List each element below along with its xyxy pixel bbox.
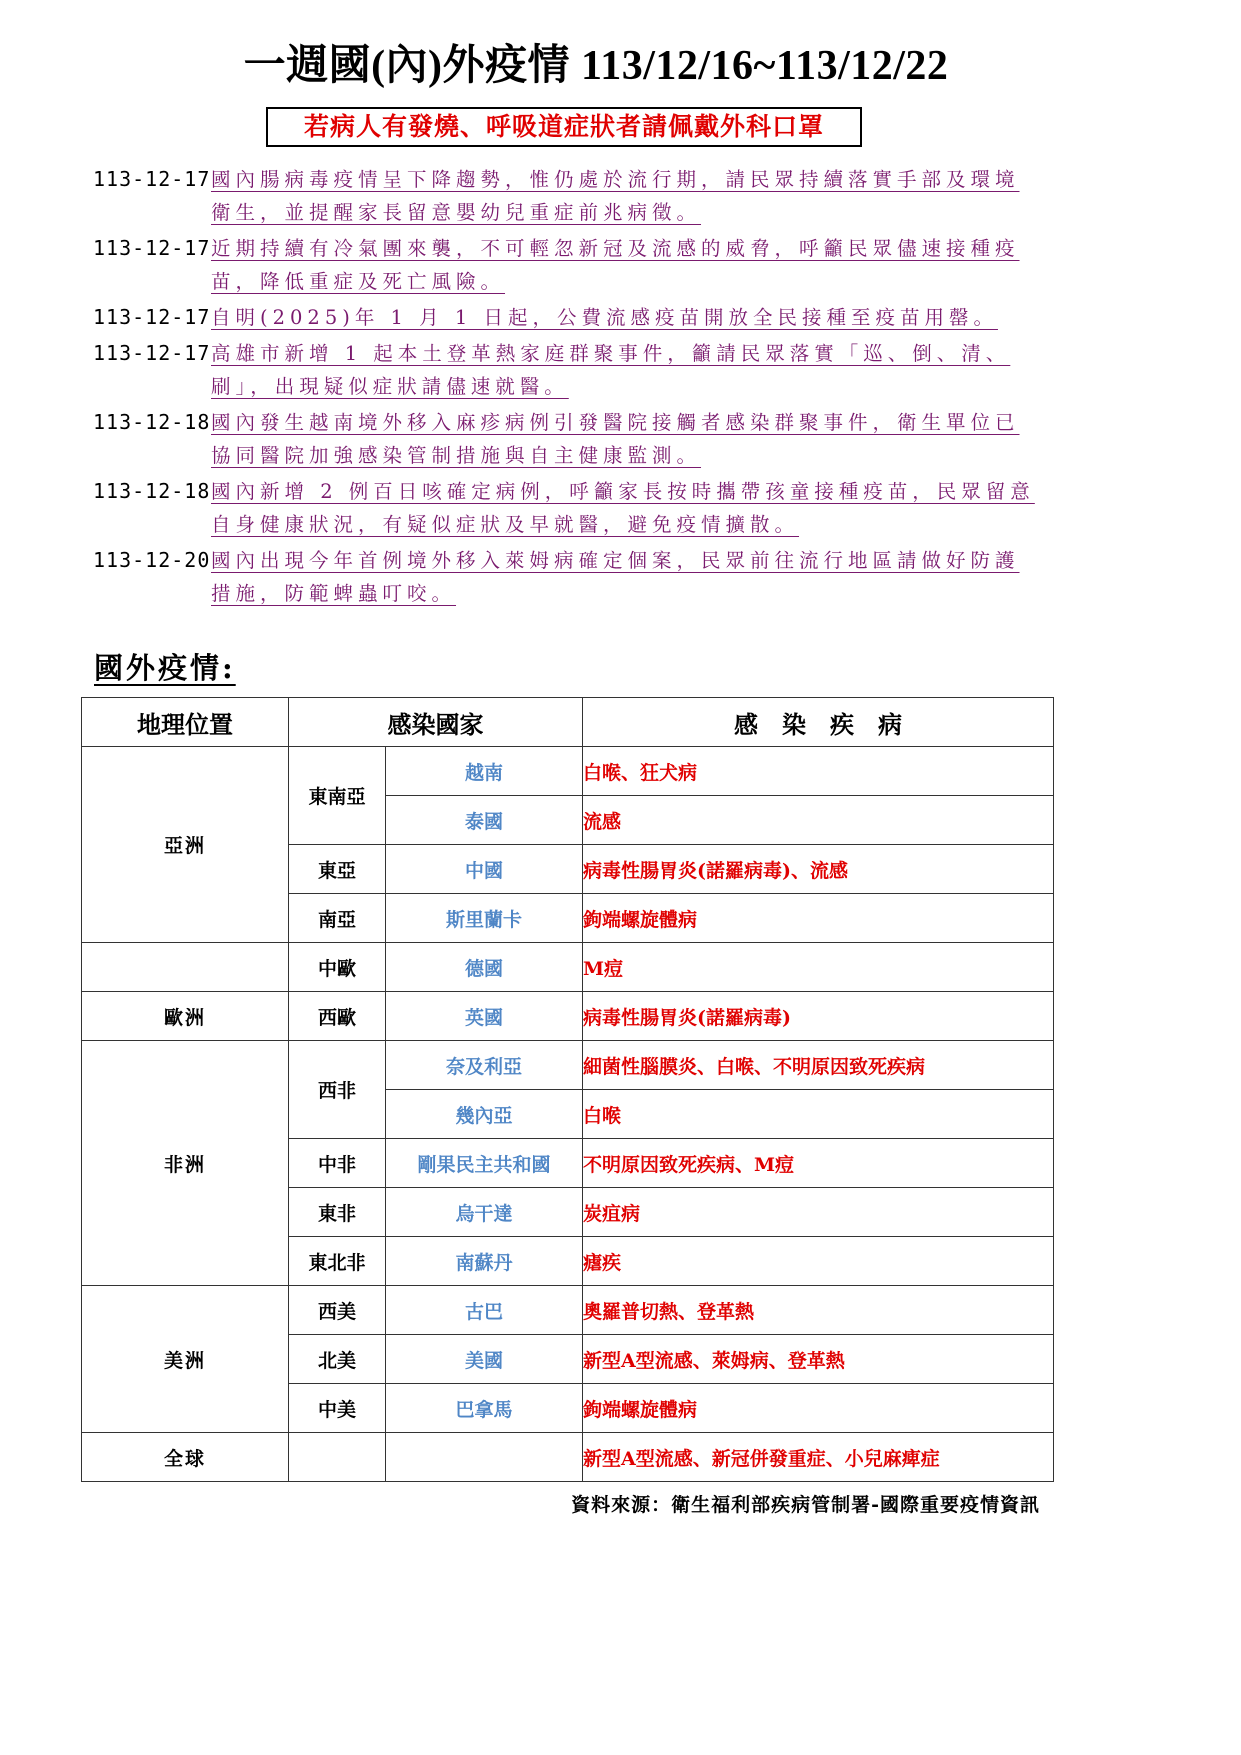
header-disease: 感 染 疾 病 xyxy=(583,698,1054,747)
domestic-news-list xyxy=(93,163,1053,613)
news-item xyxy=(93,544,1053,610)
disease-cell: 炭疽病 xyxy=(583,1188,1054,1237)
page-title: 一週國(內)外疫情 113/12/16~113/12/22 xyxy=(243,43,949,89)
mask-notice: 若病人有發燒、呼吸道症狀者請佩戴外科口罩 xyxy=(266,107,862,147)
header-country: 感染國家 xyxy=(289,698,583,747)
news-link[interactable]: 國內腸病毒疫情呈下降趨勢，惟仍處於流行期，請民眾持續落實手部及環境衛生，並提醒家長留意嬰幼兒重症前兆病徵。 xyxy=(211,168,1020,224)
news-item xyxy=(93,232,1053,298)
table-row xyxy=(82,1041,1054,1090)
news-item xyxy=(93,337,1053,403)
subregion-cell-empty xyxy=(289,1433,386,1482)
table-row xyxy=(82,1433,1054,1482)
country-cell: 烏干達 xyxy=(386,1188,583,1237)
table-row xyxy=(82,747,1054,796)
table-row xyxy=(82,1286,1054,1335)
data-source: 資料來源：衛生福利部疾病管制署-國際重要疫情資訊 xyxy=(571,1494,1040,1516)
disease-cell: 奧羅普切熱、登革熱 xyxy=(583,1286,1054,1335)
subregion-cell: 北美 xyxy=(289,1335,386,1384)
news-item xyxy=(93,301,1053,334)
country-cell: 幾內亞 xyxy=(386,1090,583,1139)
country-cell: 中國 xyxy=(386,845,583,894)
subregion-cell: 南亞 xyxy=(289,894,386,943)
country-cell: 泰國 xyxy=(386,796,583,845)
country-cell: 斯里蘭卡 xyxy=(386,894,583,943)
country-cell: 美國 xyxy=(386,1335,583,1384)
news-item xyxy=(93,406,1053,472)
subregion-cell: 東南亞 xyxy=(289,747,386,845)
disease-cell: 白喉 xyxy=(583,1090,1054,1139)
region-cell: 歐洲 xyxy=(82,992,289,1041)
region-cell: 亞洲 xyxy=(82,747,289,943)
subregion-cell: 中美 xyxy=(289,1384,386,1433)
disease-cell: 不明原因致死疾病、M痘 xyxy=(583,1139,1054,1188)
subregion-cell: 東非 xyxy=(289,1188,386,1237)
news-link[interactable]: 高雄市新增 1 起本土登革熱家庭群聚事件，籲請民眾落實「巡、倒、清、刷」，出現疑似症狀請儘速就醫。 xyxy=(211,342,1011,398)
news-link[interactable]: 國內發生越南境外移入麻疹病例引發醫院接觸者感染群聚事件，衛生單位已協同醫院加強感染管制措施與自主健康監測。 xyxy=(211,411,1020,467)
news-date: 113-12-17 xyxy=(93,341,211,365)
news-date: 113-12-17 xyxy=(93,236,211,260)
disease-cell: M痘 xyxy=(583,943,1054,992)
disease-cell: 新型A型流感、新冠併發重症、小兒麻痺症 xyxy=(583,1433,1054,1482)
news-date: 113-12-20 xyxy=(93,548,211,572)
subregion-cell: 西非 xyxy=(289,1041,386,1139)
news-link[interactable]: 國內新增 2 例百日咳確定病例，呼籲家長按時攜帶孩童接種疫苗，民眾留意自身健康狀況，有疑似症狀及早就醫，避免疫情擴散。 xyxy=(211,480,1035,536)
subregion-cell: 中非 xyxy=(289,1139,386,1188)
subregion-cell: 西美 xyxy=(289,1286,386,1335)
disease-cell: 瘧疾 xyxy=(583,1237,1054,1286)
table-header-row xyxy=(82,698,1054,747)
country-cell: 巴拿馬 xyxy=(386,1384,583,1433)
news-date: 113-12-17 xyxy=(93,167,211,191)
region-cell: 非洲 xyxy=(82,1041,289,1286)
disease-cell: 細菌性腦膜炎、白喉、不明原因致死疾病 xyxy=(583,1041,1054,1090)
country-cell-empty xyxy=(386,1433,583,1482)
disease-cell: 病毒性腸胃炎(諾羅病毒)、流感 xyxy=(583,845,1054,894)
news-link[interactable]: 自明(2025)年 1 月 1 日起，公費流感疫苗開放全民接種至疫苗用罄。 xyxy=(211,306,998,329)
country-cell: 南蘇丹 xyxy=(386,1237,583,1286)
country-cell: 英國 xyxy=(386,992,583,1041)
disease-cell: 鉤端螺旋體病 xyxy=(583,894,1054,943)
disease-cell: 鉤端螺旋體病 xyxy=(583,1384,1054,1433)
table-row xyxy=(82,992,1054,1041)
news-date: 113-12-18 xyxy=(93,479,211,503)
country-cell: 古巴 xyxy=(386,1286,583,1335)
news-link[interactable]: 國內出現今年首例境外移入萊姆病確定個案，民眾前往流行地區請做好防護措施，防範蜱蟲叮咬。 xyxy=(211,549,1020,605)
disease-cell: 流感 xyxy=(583,796,1054,845)
disease-cell: 病毒性腸胃炎(諾羅病毒) xyxy=(583,992,1054,1041)
region-cell-empty xyxy=(82,943,289,992)
news-item xyxy=(93,475,1053,541)
table-row xyxy=(82,943,1054,992)
country-cell: 越南 xyxy=(386,747,583,796)
header-region: 地理位置 xyxy=(82,698,289,747)
news-date: 113-12-18 xyxy=(93,410,211,434)
subregion-cell: 西歐 xyxy=(289,992,386,1041)
foreign-epidemic-table xyxy=(81,697,1054,1482)
region-cell: 美洲 xyxy=(82,1286,289,1433)
country-cell: 德國 xyxy=(386,943,583,992)
country-cell: 奈及利亞 xyxy=(386,1041,583,1090)
news-link[interactable]: 近期持續有冷氣團來襲，不可輕忽新冠及流感的威脅，呼籲民眾儘速接種疫苗，降低重症及死亡風險。 xyxy=(211,237,1020,293)
foreign-section-title: 國外疫情: xyxy=(94,651,236,685)
subregion-cell: 東北非 xyxy=(289,1237,386,1286)
news-item xyxy=(93,163,1053,229)
disease-cell: 新型A型流感、萊姆病、登革熱 xyxy=(583,1335,1054,1384)
disease-cell: 白喉、狂犬病 xyxy=(583,747,1054,796)
country-cell: 剛果民主共和國 xyxy=(386,1139,583,1188)
region-cell: 全球 xyxy=(82,1433,289,1482)
subregion-cell: 東亞 xyxy=(289,845,386,894)
subregion-cell: 中歐 xyxy=(289,943,386,992)
news-date: 113-12-17 xyxy=(93,305,211,329)
